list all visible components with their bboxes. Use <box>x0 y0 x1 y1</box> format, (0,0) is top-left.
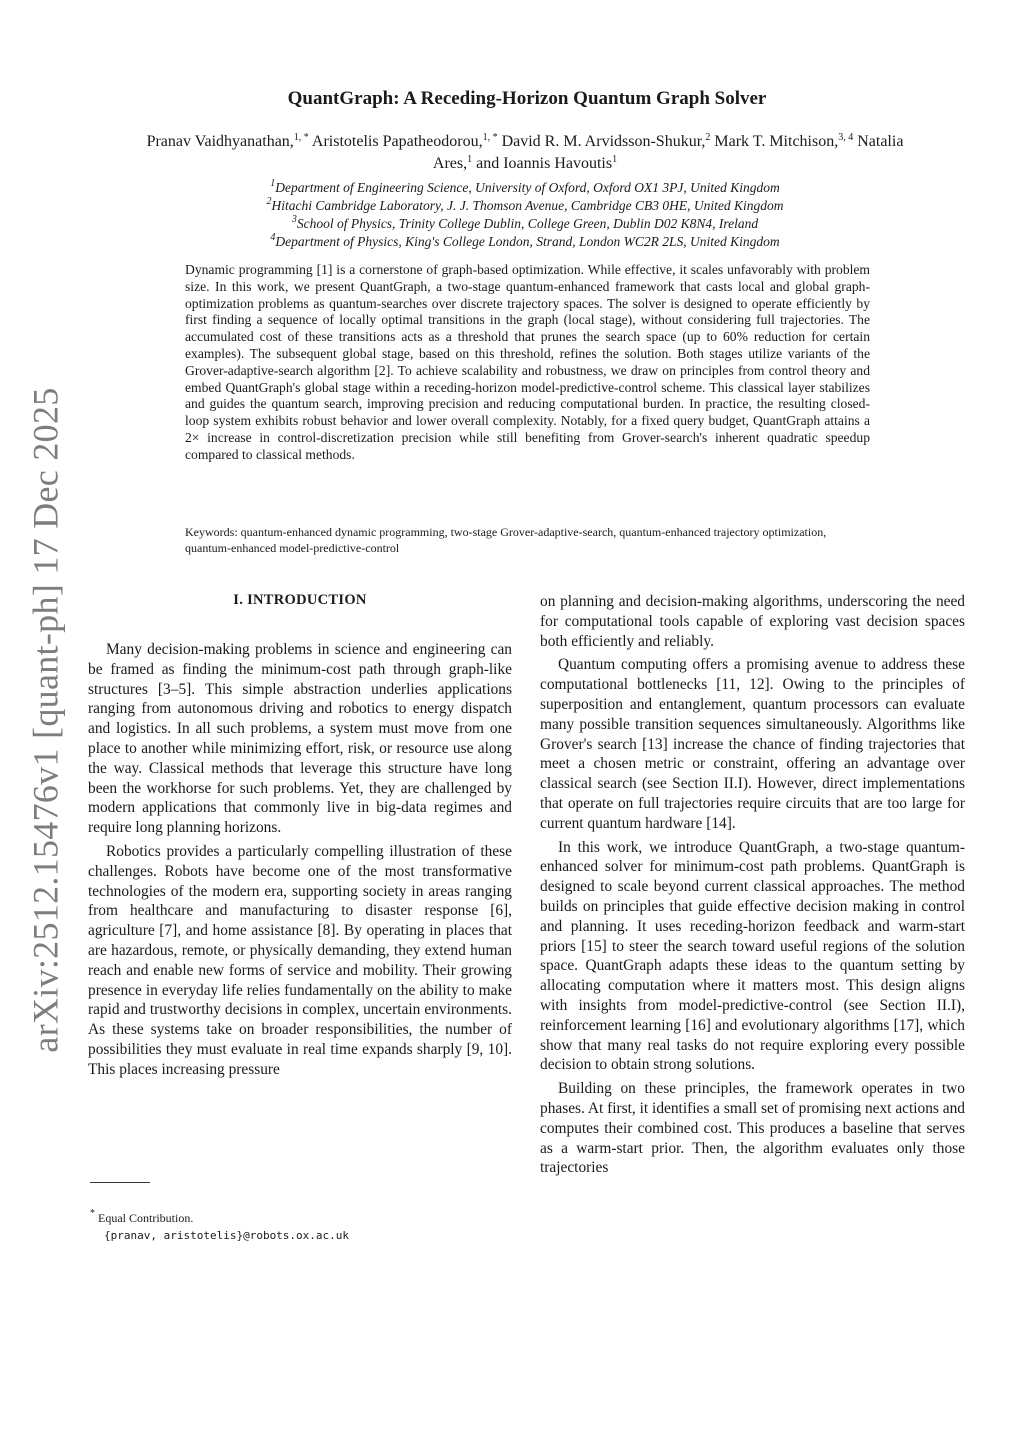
paragraph: Many decision-making problems in science and engineering can be framed as finding the minimum-cost path through graph-like structures [3–5]. This simple abstraction underlies applications ranging from autonomous driving and robotics to energy dispatch and logistics. In all such problems, a system must move from one place to another while minimizing effort, risk, or resource use along the way. Classical methods that leverage this structure have long been the workhorse for such problems. Yet, they are challenged by modern applications that commonly live in big-data regimes and require long planning horizons. <box>88 641 512 837</box>
paragraph: In this work, we introduce QuantGraph, a two-stage quantum-enhanced solver for minimum-cost path problems. QuantGraph is designed to scale beyond current classical approaches. The method builds on principles that guide effective decision making in control and planning. It uses receding-horizon feedback and warm-start priors [15] to steer the search toward useful regions of the solution space. QuantGraph adapts these ideas to the quantum setting by allocating computation where it matters most. This design aligns with insights from model-predictive-control (see Section II.I), reinforcement learning [16] and evolutionary algorithms [17], which show that many real tasks do not require exploring every possible decision to obtain strong solutions. <box>540 838 965 1074</box>
author: Aristotelis Papatheodorou,$^{1, *}$ <box>311 132 498 150</box>
left-column <box>88 640 512 1080</box>
affiliation: $^4$Department of Physics, King's College London, Strand, London WC2R 2LS, United Kingdom <box>270 232 780 249</box>
author-list <box>140 131 910 175</box>
paragraph: on planning and decision-making algorithms, underscoring the need for computational tools capable of exploring vast decision spaces both efficiently and reliably. <box>540 593 965 650</box>
paragraph: Robotics provides a particularly compelling illustration of these challenges. Robots have become one of the most transformative technologies of the modern era, supporting society in areas ranging from healthcare and manufacturing to disaster response [6], agriculture [7], and home assistance [8]. By operating in places that are hazardous, remote, or physically demanding, they extend human reach and enable new forms of service and mobility. Their growing presence in everyday life relies fundamentally on the ability to make rapid and trustworthy decisions in complex, uncertain environments. As these systems take on broader responsibilities, the number of possibilities they must evaluate in real time expands sharply [9, 10]. This places increasing pressure <box>88 842 512 1078</box>
footnote-text: Equal Contribution. <box>98 1211 194 1225</box>
affiliation: $^3$School of Physics, Trinity College Dublin, College Green, Dublin D02 K8N4, Ireland <box>291 214 759 231</box>
footnote-emails: {pranav, aristotelis}@robots.ox.ac.uk <box>104 1229 350 1242</box>
right-column <box>540 592 965 1178</box>
footnote <box>90 1210 510 1244</box>
author: David R. M. Arvidsson-Shukur,$^2$ <box>501 132 711 150</box>
affiliation: $^2$Hitachi Cambridge Laboratory, J. J. Thomson Avenue, Cambridge CB3 0HE, United Kingdom <box>266 196 784 213</box>
paper-title: QuantGraph: A Receding-Horizon Quantum Graph Solver <box>287 88 767 109</box>
abstract: Dynamic programming [1] is a cornerstone of graph-based optimization. While effective, it scales unfavorably with problem size. In this work, we present QuantGraph, a two-stage quantum-enhanced framework that casts local and global graph-optimization problems as quantum-searches over discrete trajectory spaces. The solver is designed to operate efficiently by first finding a sequence of locally optimal transitions in the graph (local stage), without considering full trajectories. The accumulated cost of these transitions acts as a threshold that prunes the search space (up to 60% reduction for certain examples). The subsequent global stage, based on this threshold, refines the solution. Both stages utilize variants of the Grover-adaptive-search algorithm [2]. To achieve scalability and robustness, we draw on principles from control theory and embed QuantGraph's global stage within a receding-horizon model-predictive-control scheme. This classical layer stabilizes and guides the quantum search, improving precision and reducing computational burden. In practice, the resulting closed-loop system exhibits robust behavior and lower overall complexity. Notably, for a fixed query budget, QuantGraph attains a 2× increase in control-discretization precision while still benefiting from Grover-search's inherent quadratic speedup compared to classical methods. <box>185 262 870 462</box>
keywords: Keywords: quantum-enhanced dynamic programming, two-stage Grover-adaptive-search, quantum-enhanced trajectory optimization, quantum-enhanced model-predictive-control <box>185 525 827 555</box>
affiliation: $^1$Department of Engineering Science, University of Oxford, Oxford OX1 3PJ, United Kingdom <box>270 178 780 195</box>
arxiv-stamp <box>26 387 67 1053</box>
footnote-divider <box>90 1182 150 1183</box>
paragraph: Building on these principles, the framework operates in two phases. At first, it identifies a small set of promising next actions and computes their combined cost. This produces a baseline that serves as a warm-start prior. Then, the algorithm evaluates only those trajectories <box>540 1080 965 1177</box>
footnote-mark: * <box>90 1208 95 1219</box>
affiliation-list <box>140 179 910 251</box>
paragraph: Quantum computing offers a promising avenue to address these computational bottlenecks [11, 12]. Owing to the principles of superposition and entanglement, quantum processors can evaluate many possible transition sequences simultaneously. Algorithms like Grover's search [13] increase the chance of finding trajectories that meet a chosen metric or constraint, offering an advantage over classical search (see Section II.I). However, direct implementations that operate on full trajectories require circuits that are too large for current quantum hardware [14]. <box>540 656 965 832</box>
author: Pranav Vaidhyanathan,$^{1, *}$ <box>146 132 309 150</box>
author: and Ioannis Havoutis$^1$ <box>476 154 618 172</box>
author: Natalia Ares,$^1$ <box>432 133 904 172</box>
arxiv-stamp-text: arXiv:2512.15476v1 [quant-ph] 17 Dec 2025 <box>26 387 67 1053</box>
section-heading: I. INTRODUCTION <box>233 592 367 608</box>
author: Mark T. Mitchison,$^{3, 4}$ <box>714 132 854 150</box>
